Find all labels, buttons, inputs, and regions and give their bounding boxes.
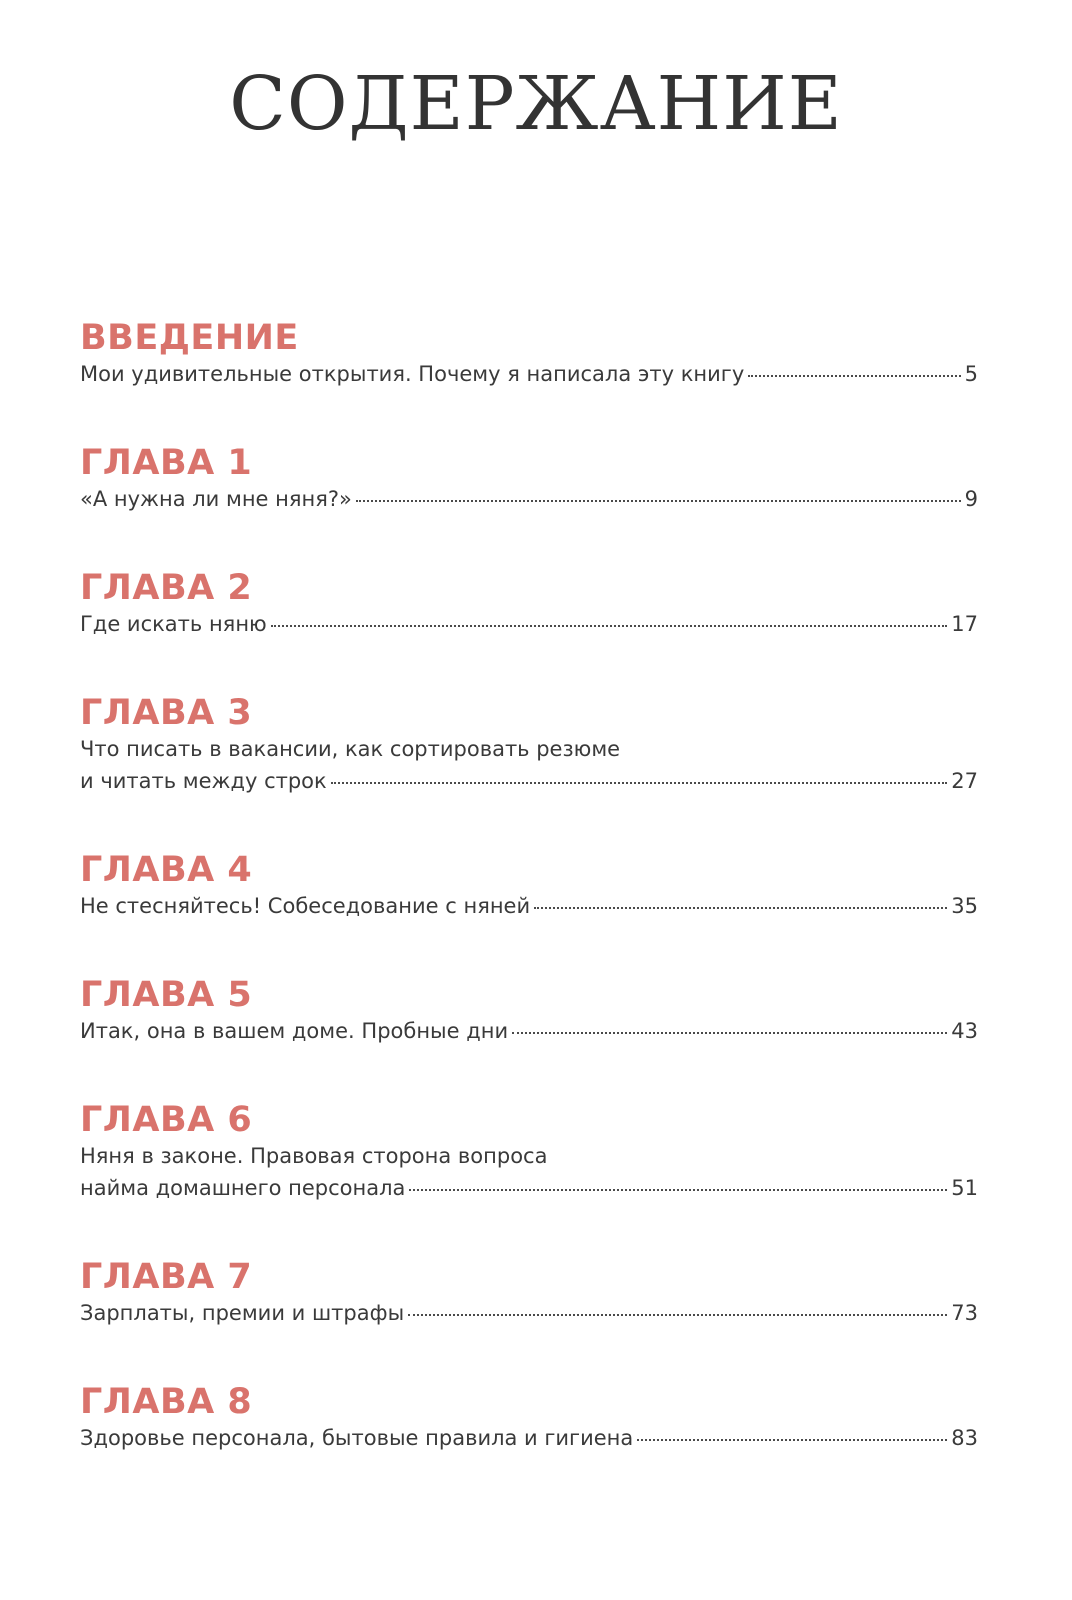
entry-line (80, 1297, 978, 1329)
entry-page-number: 43 (951, 1019, 978, 1043)
entry-page-number: 9 (964, 487, 978, 511)
entry-page-number: 73 (951, 1301, 978, 1325)
entry-line (80, 1172, 978, 1204)
dot-leader (356, 500, 961, 502)
entry-title-part-1: Что писать в вакансии, как сортировать резюме (80, 737, 621, 761)
dot-leader (331, 782, 948, 784)
entry-line (80, 890, 978, 922)
toc-entry-chapter-3[interactable] (80, 693, 978, 797)
dot-leader (512, 1032, 947, 1034)
dot-leader (748, 375, 960, 377)
entry-title: Мои удивительные открытия. Почему я написала эту книгу (80, 362, 745, 386)
entry-line (80, 1422, 978, 1454)
entry-heading: ГЛАВА 4 (80, 850, 253, 890)
dot-leader (409, 1189, 947, 1191)
entry-title: Здоровье персонала, бытовые правила и гигиена (80, 1426, 634, 1450)
entry-title-part-2: найма домашнего персонала (80, 1176, 406, 1200)
toc-entry-chapter-6[interactable] (80, 1100, 978, 1204)
entry-page-number: 17 (951, 612, 978, 636)
entry-title: Не стесняйтесь! Собеседование с няней (80, 894, 531, 918)
entry-title: Итак, она в вашем доме. Пробные дни (80, 1019, 509, 1043)
entry-page-number: 83 (951, 1426, 978, 1450)
entry-heading: ГЛАВА 5 (80, 975, 253, 1015)
table-of-contents (80, 0, 978, 1600)
toc-entry-introduction[interactable] (80, 318, 978, 390)
entry-page-number: 27 (951, 769, 978, 793)
entry-line (80, 608, 978, 640)
toc-entry-chapter-2[interactable] (80, 568, 978, 640)
entry-heading: ГЛАВА 2 (80, 568, 253, 608)
entry-page-number: 5 (964, 362, 978, 386)
entry-heading: ГЛАВА 1 (80, 443, 253, 483)
page-title: СОДЕРЖАНИЕ (229, 61, 843, 147)
entry-title: Где искать няню (80, 612, 267, 636)
entry-line (80, 358, 978, 390)
entry-page-number: 35 (951, 894, 978, 918)
entry-heading: ГЛАВА 3 (80, 693, 253, 733)
entry-title: «А нужна ли мне няня?» (80, 487, 352, 511)
toc-entry-chapter-5[interactable] (80, 975, 978, 1047)
entry-title-part-2: и читать между строк (80, 769, 327, 793)
entry-heading: ГЛАВА 7 (80, 1257, 253, 1297)
toc-entry-chapter-1[interactable] (80, 443, 978, 515)
dot-leader (637, 1439, 947, 1441)
dot-leader (408, 1314, 947, 1316)
toc-entry-chapter-8[interactable] (80, 1382, 978, 1454)
entry-heading: ВВЕДЕНИЕ (80, 318, 299, 358)
entry-line (80, 483, 978, 515)
entry-title: Зарплаты, премии и штрафы (80, 1301, 405, 1325)
entry-line (80, 765, 978, 797)
entry-heading: ГЛАВА 8 (80, 1382, 253, 1422)
toc-entry-chapter-4[interactable] (80, 850, 978, 922)
entry-heading: ГЛАВА 6 (80, 1100, 253, 1140)
entry-line-first (80, 733, 978, 765)
toc-entry-chapter-7[interactable] (80, 1257, 978, 1329)
entry-title-part-1: Няня в законе. Правовая сторона вопроса (80, 1144, 548, 1168)
dot-leader (534, 907, 947, 909)
entry-line-first (80, 1140, 978, 1172)
dot-leader (271, 625, 948, 627)
entry-page-number: 51 (951, 1176, 978, 1200)
entry-line (80, 1015, 978, 1047)
